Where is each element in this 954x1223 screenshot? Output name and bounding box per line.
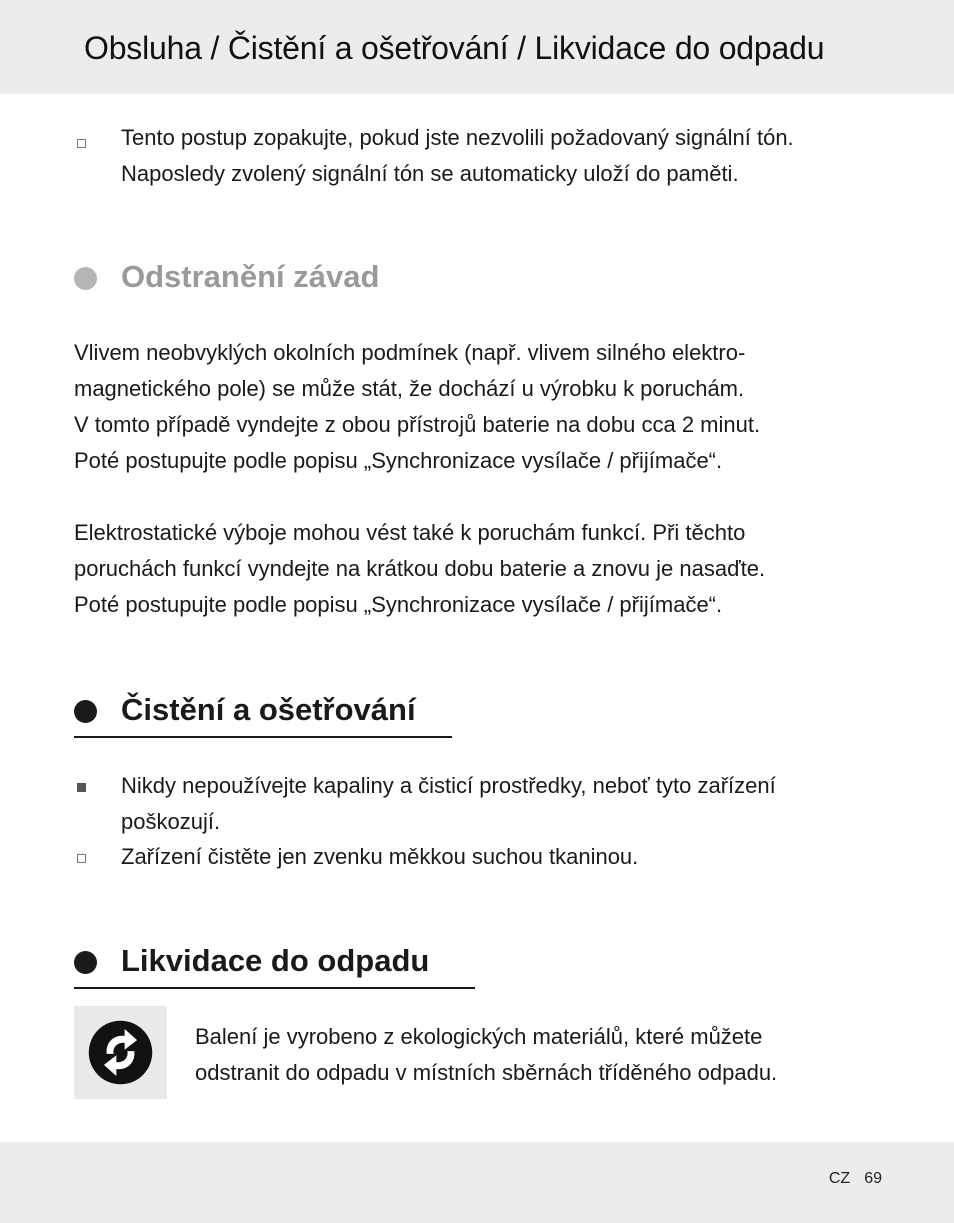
text-line: Vlivem neobvyklých okolních podmínek (např. vlivem silného elektro- bbox=[74, 340, 746, 365]
text-line: Zařízení čistěte jen zvenku měkkou suchou tkaninou. bbox=[121, 844, 639, 869]
text-line: Poté postupujte podle popisu „Synchronizace vysílače / přijímače“. bbox=[74, 592, 723, 617]
text-line: Tento postup zopakujte, pokud jste nezvolili požadovaný signální tón. bbox=[121, 125, 794, 150]
troubleshooting-paragraph-1 bbox=[74, 335, 894, 479]
text-line: Elektrostatické výboje mohou vést také k poruchám funkcí. Při těchto bbox=[74, 520, 746, 545]
section-bullet-icon bbox=[74, 700, 97, 723]
section-bullet-icon bbox=[74, 951, 97, 974]
cleaning-bullet-2-text bbox=[121, 839, 638, 875]
text-line: poruchách funkcí vyndejte na krátkou dobu baterie a znovu je nasaďte. bbox=[74, 556, 766, 581]
recycling-symbol-svg bbox=[86, 1018, 155, 1087]
green-dot-recycling-icon bbox=[74, 1006, 167, 1099]
cleaning-bullet-1-text bbox=[121, 768, 776, 840]
section-heading: Čistění a ošetřování bbox=[121, 692, 416, 727]
text-line: poškozují. bbox=[121, 809, 221, 834]
page-title: Obsluha / Čistění a ošetřování / Likvidace do odpadu bbox=[84, 30, 825, 66]
filled-square-bullet-icon bbox=[77, 783, 86, 792]
disposal-text bbox=[195, 1019, 777, 1091]
page-footer bbox=[0, 1142, 954, 1223]
text-line: Naposledy zvolený signální tón se automaticky uloží do paměti. bbox=[121, 161, 739, 186]
hollow-square-bullet-icon bbox=[77, 854, 86, 863]
section-bullet-icon bbox=[74, 267, 97, 290]
heading-underline bbox=[74, 736, 452, 738]
language-code: CZ bbox=[828, 1170, 851, 1187]
hollow-square-bullet-icon bbox=[77, 139, 86, 148]
section-heading: Likvidace do odpadu bbox=[121, 943, 430, 978]
text-line: Nikdy nepoužívejte kapaliny a čisticí prostředky, neboť tyto zařízení bbox=[121, 773, 776, 798]
page-number-label bbox=[829, 1170, 882, 1188]
section-heading: Odstranění závad bbox=[121, 259, 380, 294]
text-line: Poté postupujte podle popisu „Synchronizace vysílače / přijímače“. bbox=[74, 448, 723, 473]
text-line: Balení je vyrobeno z ekologických materiálů, které můžete bbox=[195, 1024, 763, 1049]
text-line: magnetického pole) se může stát, že dochází u výrobku k poruchám. bbox=[74, 376, 745, 401]
intro-bullet-text bbox=[121, 120, 794, 192]
page-number: 69 bbox=[864, 1170, 882, 1187]
text-line: V tomto případě vyndejte z obou přístrojů baterie na dobu cca 2 minut. bbox=[74, 412, 761, 437]
page-header bbox=[0, 0, 954, 94]
heading-underline bbox=[74, 987, 475, 989]
text-line: odstranit do odpadu v místních sběrnách tříděného odpadu. bbox=[195, 1060, 778, 1085]
troubleshooting-paragraph-2 bbox=[74, 515, 894, 623]
